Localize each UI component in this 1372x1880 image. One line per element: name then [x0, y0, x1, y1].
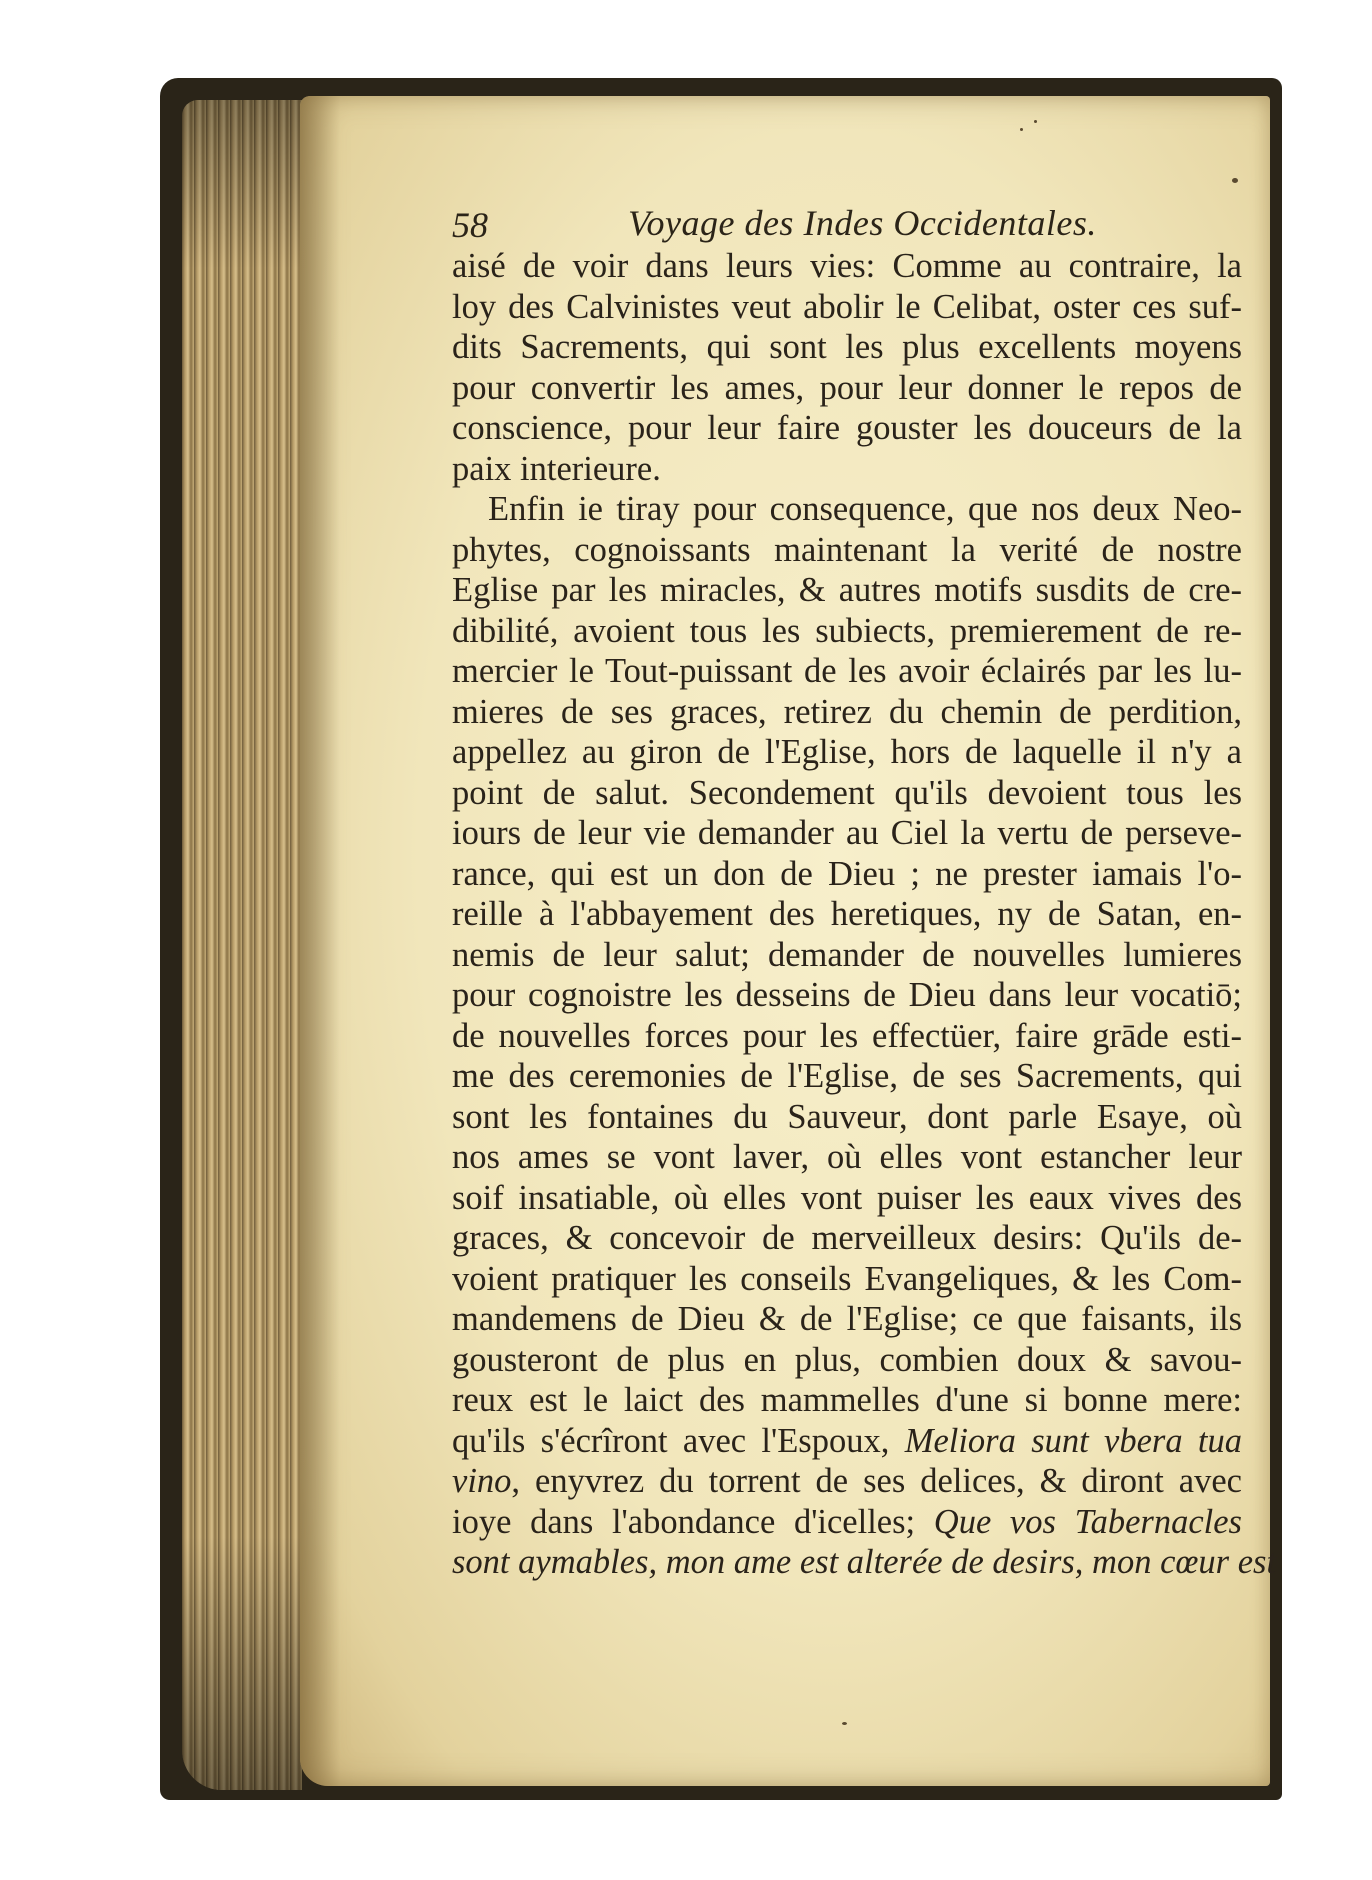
text-line: reille à l'abbayement des heretiques, ny de Satan, en-	[452, 895, 1242, 933]
text-line	[452, 1421, 1242, 1462]
page-text	[452, 246, 1277, 1583]
paragraph-1	[452, 246, 1242, 489]
text-line: phytes, cognoissants maintenant la verité de nostre	[452, 530, 1242, 569]
text-line: nos ames se vont laver, où elles vont estancher leur	[452, 1138, 1242, 1176]
text-line: sont les fontaines du Sauveur, dont parle Esaye, où	[452, 1097, 1242, 1136]
text-line: loy des Calvinistes veut abolir le Celibat, oster ces suf-	[452, 287, 1242, 326]
text-line: de nouvelles forces pour les effectüer, faire grāde esti-	[452, 1016, 1242, 1055]
ink-speck	[1020, 128, 1023, 131]
text-line: paix interieure.	[452, 449, 661, 488]
page-header	[452, 198, 1252, 250]
text-line: graces, & concevoir de merveilleux desirs: Qu'ils de-	[452, 1219, 1242, 1257]
text-line: mandemens de Dieu & de l'Eglise; ce que faisants, ils	[452, 1300, 1242, 1338]
text-line: iours de leur vie demander au Ciel la vertu de perseve-	[452, 814, 1242, 852]
text-line: nemis de leur salut; demander de nouvelles lumieres	[452, 935, 1242, 974]
page-edges-shadow	[182, 100, 302, 1790]
text-line: conscience, pour leur faire gouster les douceurs de la	[452, 409, 1242, 447]
text-line: aisé de voir dans leurs vies: Comme au contraire, la	[452, 247, 1242, 285]
text-line	[452, 1542, 1277, 1583]
page-number: 58	[452, 205, 488, 245]
text-line: Eglise par les miracles, & autres motifs susdits de cre-	[452, 571, 1242, 609]
text-line: mercier le Tout-puissant de les avoir éclairés par les lu-	[452, 652, 1242, 690]
paragraph-2	[452, 489, 1277, 1583]
text-line: Enfin ie tiray pour consequence, que nos deux Neo-	[488, 490, 1242, 528]
text-run: qu'ils s'écrîront avec l'Espoux,	[452, 1421, 905, 1460]
text-line	[452, 1502, 1242, 1543]
text-line: rance, qui est un don de Dieu ; ne prester iamais l'o-	[452, 854, 1242, 893]
latin-quote-end: vino	[452, 1462, 512, 1500]
text-line: pour cognoistre les desseins de Dieu dans leur vocatiō;	[452, 976, 1242, 1014]
text-line: reux est le laict des mammelles d'une si bonne mere:	[452, 1381, 1242, 1419]
ink-speck	[842, 1722, 847, 1725]
running-head: Voyage des Indes Occidentales.	[628, 203, 1097, 243]
psalm-quote: Que vos Tabernacles	[933, 1502, 1242, 1541]
text-line: point de salut. Secondement qu'ils devoient tous les	[452, 773, 1242, 812]
ink-speck	[1034, 120, 1037, 123]
text-line: pour convertir les ames, pour leur donner le repos de	[452, 368, 1242, 407]
text-line: me des ceremonies de l'Eglise, de ses Sacrements, qui	[452, 1057, 1242, 1095]
ink-speck	[1232, 178, 1238, 183]
page-gutter-shadow	[300, 96, 340, 1786]
text-line	[452, 1461, 1242, 1502]
text-run: , enyvrez du torrent de ses delices, & diront avec	[511, 1462, 1242, 1500]
text-line: dibilité, avoient tous les subiects, premierement de re-	[452, 611, 1242, 650]
text-line: appellez au giron de l'Eglise, hors de laquelle il n'y a	[452, 733, 1242, 771]
text-line: mieres de ses graces, retirez du chemin de perdition,	[452, 692, 1242, 731]
text-line: soif insatiable, où elles vont puiser les eaux vives des	[452, 1178, 1242, 1217]
text-line: dits Sacrements, qui sont les plus excellents moyens	[452, 328, 1242, 366]
text-line: voient pratiquer les conseils Evangeliques, & les Com-	[452, 1259, 1242, 1298]
psalm-quote-continued: sont aymables, mon ame est alterée de desirs, mon cœur est	[452, 1543, 1277, 1581]
text-line: gousteront de plus en plus, combien doux & savou-	[452, 1340, 1242, 1379]
text-run: ioye dans l'abondance d'icelles;	[452, 1502, 934, 1541]
latin-quote: Meliora sunt vbera tua	[904, 1421, 1243, 1460]
